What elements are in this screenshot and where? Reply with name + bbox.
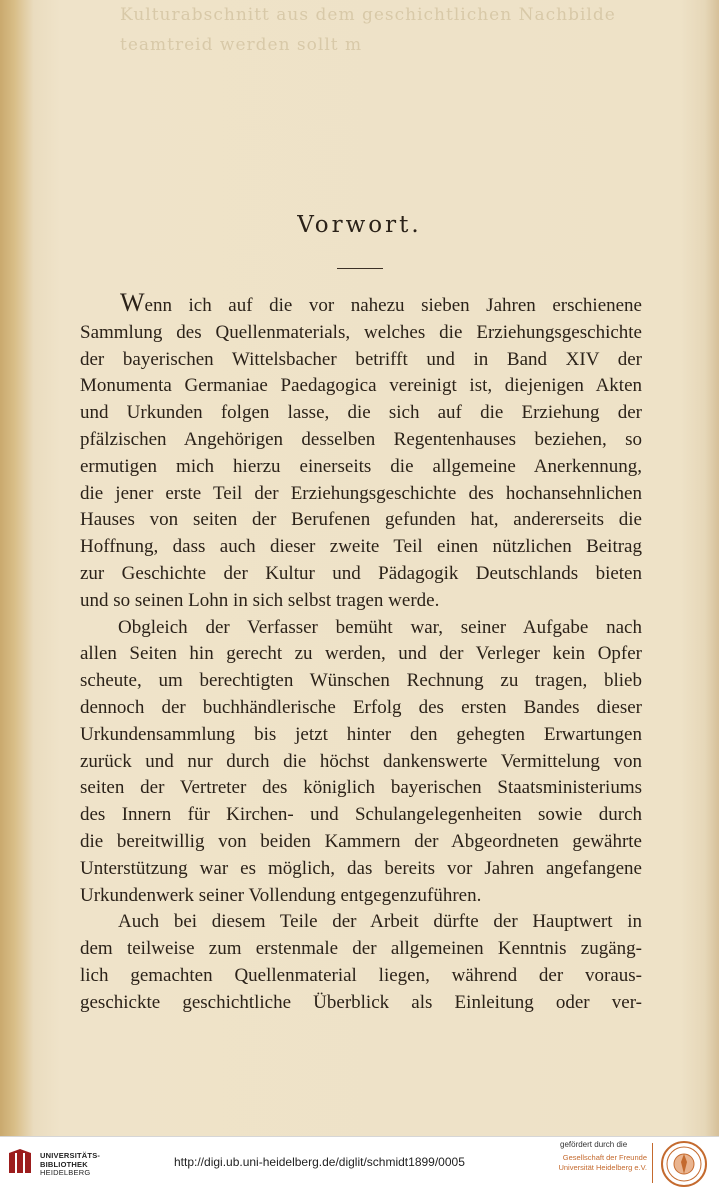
- text-line: und Urkunden folgen lasse, die sich auf die Erziehung der: [80, 402, 642, 424]
- text-line: dem teilweise zum erstenmale der allgemeinen Kenntnis zugäng-: [80, 938, 642, 960]
- university-library-logo-icon: [8, 1149, 36, 1177]
- text-line: Unterstützung war es möglich, das bereits vor Jahren angefangene: [80, 857, 642, 879]
- initial-letter: W: [120, 288, 145, 317]
- text-line: dennoch der buchhändlerische Erfolg des ersten Bandes dieser: [80, 696, 642, 718]
- viewer-footer: [0, 1136, 719, 1189]
- body-text: [80, 290, 642, 1017]
- text-line: Urkundensammlung bis jetzt hinter den gehegten Erwartungen: [80, 723, 642, 745]
- text-line: allen Seiten hin gerecht zu werden, und der Verleger kein Opfer: [80, 643, 642, 665]
- text-line: Obgleich der Verfasser bemüht war, seiner Aufgabe nach: [118, 616, 642, 638]
- text-line: ermutigen mich hierzu einerseits die allgemeine Anerkennung,: [80, 455, 642, 477]
- library-name-line: BIBLIOTHEK: [40, 1159, 88, 1169]
- text-line: Wenn ich auf die vor nahezu sieben Jahren erschienene: [120, 288, 642, 317]
- sponsor-line: Gesellschaft der Freunde: [562, 1153, 647, 1162]
- footer-divider: [652, 1143, 653, 1183]
- text-line: zurück und nur durch die höchst dankenswerte Vermittelung von: [80, 750, 642, 772]
- text-line: pfälzischen Angehörigen desselben Regentenhauses beziehen, so: [80, 428, 642, 450]
- library-name: [40, 1152, 100, 1178]
- title-divider: [337, 268, 383, 269]
- university-seal-icon: [660, 1140, 708, 1188]
- text-line: Hauses von seiten der Berufenen gefunden hat, andererseits die: [80, 509, 642, 531]
- text-line: Urkundenwerk seiner Vollendung entgegenzuführen.: [80, 884, 482, 906]
- sponsor-label: gefördert durch die: [560, 1140, 628, 1149]
- library-name-line: HEIDELBERG: [40, 1168, 91, 1177]
- text-line: seiten der Vertreter des königlich bayerischen Staatsministeriums: [80, 777, 642, 799]
- text-line: lich gemachten Quellenmaterial liegen, während der voraus-: [80, 964, 642, 986]
- permalink-url[interactable]: http://digi.ub.uni-heidelberg.de/diglit/schmidt1899/0005: [174, 1155, 465, 1169]
- bleed-through-text: [0, 0, 719, 60]
- text-line: Auch bei diesem Teile der Arbeit dürfte der Hauptwert in: [118, 911, 642, 933]
- bleed-line: teamtreid werden sollt m: [120, 35, 363, 55]
- text-line: die bereitwillig von beiden Kammern der Abgeordneten gewährte: [80, 830, 642, 852]
- text-line: scheute, um berechtigten Wünschen Rechnung zu tragen, blieb: [80, 670, 642, 692]
- text-line: zur Geschichte der Kultur und Pädagogik Deutschlands bieten: [80, 562, 642, 584]
- page-title: Vorwort.: [297, 212, 422, 238]
- sponsor-line: Universität Heidelberg e.V.: [558, 1163, 647, 1172]
- sponsor-name: [557, 1153, 647, 1173]
- text-line: geschickte geschichtliche Überblick als Einleitung oder ver-: [80, 991, 642, 1013]
- library-name-line: UNIVERSITÄTS-: [40, 1151, 101, 1160]
- text-line: der bayerischen Wittelsbacher betrifft und in Band XIV der: [80, 348, 642, 370]
- text-line: die jener erste Teil der Erziehungsgeschichte des hochansehnlichen: [80, 482, 642, 504]
- bleed-line: Kulturabschnitt aus dem geschichtlichen Nachbilde: [120, 5, 616, 25]
- text-line: Hoffnung, dass auch dieser zweite Teil einen nützlichen Beitrag: [80, 536, 642, 558]
- text-line: Sammlung des Quellenmaterials, welches die Erziehungsgeschichte: [80, 321, 642, 343]
- text-line: des Innern für Kirchen- und Schulangelegenheiten sowie durch: [80, 804, 642, 826]
- text-line: und so seinen Lohn in sich selbst tragen werde.: [80, 589, 440, 611]
- text-line: Monumenta Germaniae Paedagogica vereinigt ist, diejenigen Akten: [80, 375, 642, 397]
